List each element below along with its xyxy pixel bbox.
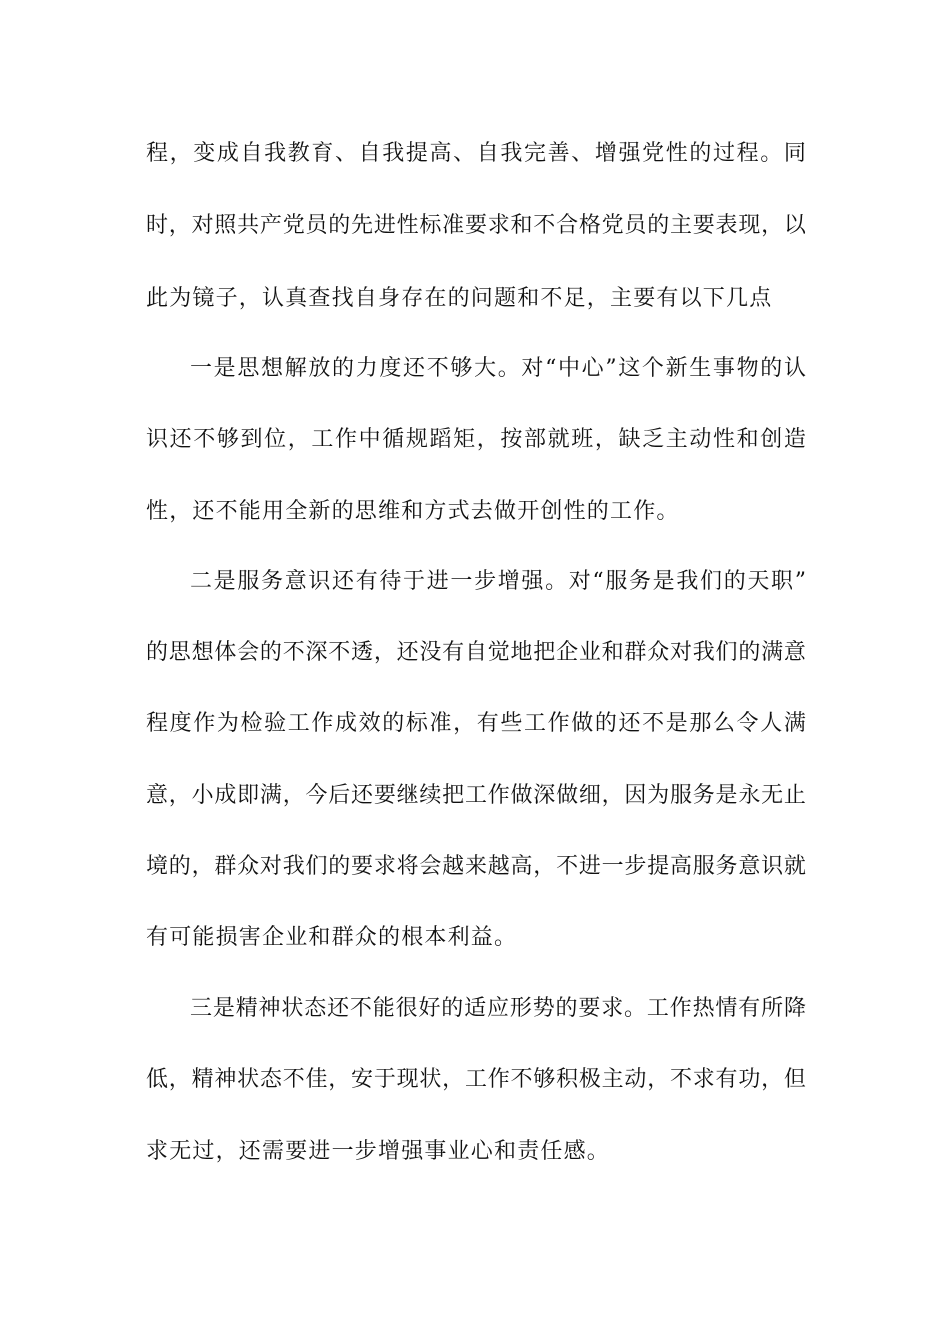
paragraph-first-line: 一 是 思 想 解 放 的 力 度 还 不 够 大 。 对 “ 中 心 ” 这 个 新 生 事 物 的 认: [190, 356, 806, 381]
text-line: 低 ， 精 神 状 态 不 佳 ， 安 于 现 状 ， 工 作 不 够 积 极 主 动 ， 不 求 有 功 ， 但: [146, 1067, 806, 1092]
text-line: 求无过，还需要进一步增强事业心和责任感。: [146, 1139, 611, 1164]
text-line: 程 ， 变 成 自 我 教 育 、 自 我 提 高 、 自 我 完 善 、 增 强 党 性 的 过 程 。 同: [146, 141, 806, 166]
text-line: 性，还不能用全新的思维和方式去做开创性的工作。: [146, 499, 680, 524]
text-line: 境 的 ， 群 众 对 我 们 的 要 求 将 会 越 来 越 高 ， 不 进 一 步 提 高 服 务 意 识 就: [146, 854, 806, 879]
text-line: 识 还 不 够 到 位 ， 工 作 中 循 规 蹈 矩 ， 按 部 就 班 ， 缺 乏 主 动 性 和 创 造: [146, 427, 806, 452]
text-line: 此为镜子，认真查找自身存在的问题和不足，主要有以下几点: [146, 286, 773, 311]
text-line: 时 ， 对 照 共 产 党 员 的 先 进 性 标 准 要 求 和 不 合 格 党 员 的 主 要 表 现 ， 以: [146, 213, 806, 238]
text-line: 程 度 作 为 检 验 工 作 成 效 的 标 准 ， 有 些 工 作 做 的 还 不 是 那 么 令 人 满: [146, 711, 806, 736]
paragraph-first-line: 二 是 服 务 意 识 还 有 待 于 进 一 步 增 强 。 对 “ 服 务 是 我 们 的 天 职 ”: [190, 569, 806, 594]
paragraph-first-line: 三 是 精 神 状 态 还 不 能 很 好 的 适 应 形 势 的 要 求 。 工 作 热 情 有 所 降: [190, 996, 806, 1021]
text-line: 有可能损害企业和群众的根本利益。: [146, 925, 518, 950]
text-line: 的 思 想 体 会 的 不 深 不 透 ， 还 没 有 自 觉 地 把 企 业 和 群 众 对 我 们 的 满 意: [146, 640, 806, 665]
text-line: 意 ， 小 成 即 满 ， 今 后 还 要 继 续 把 工 作 做 深 做 细 ， 因 为 服 务 是 永 无 止: [146, 783, 806, 808]
